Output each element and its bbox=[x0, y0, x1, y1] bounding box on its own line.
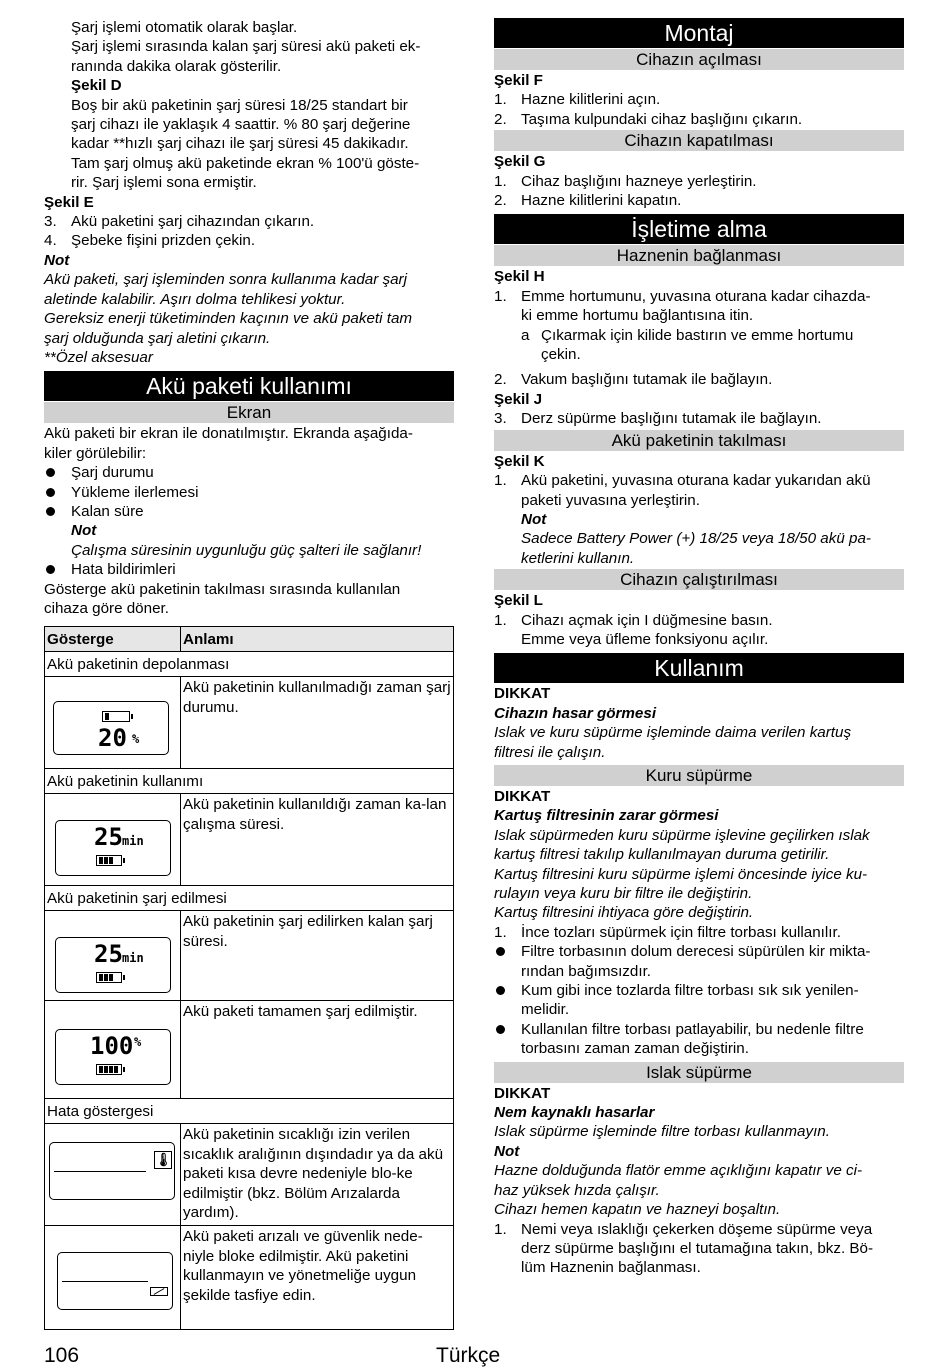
step-text: Akü paketini şarj cihazından çıkarın. bbox=[71, 213, 315, 231]
lcd-unit: % bbox=[134, 1035, 142, 1050]
sub-step-text: Çıkarmak için kilide bastırın ve emme hortumu bbox=[541, 326, 854, 344]
note-label: Not bbox=[521, 510, 547, 528]
step-item bbox=[494, 409, 904, 428]
bullet-dot bbox=[46, 565, 55, 574]
step-text: lüm Haznenin bağlanması. bbox=[521, 1259, 701, 1277]
note-line: şarj olduğunda şarj aletini çıkarın. bbox=[44, 329, 271, 347]
lcd-display bbox=[55, 820, 171, 876]
battery-icon bbox=[96, 972, 122, 983]
step-text: Hazne kilitlerini açın. bbox=[521, 91, 661, 109]
note-line: ketlerini kullanın. bbox=[521, 549, 635, 567]
table-row bbox=[45, 911, 454, 1001]
lcd-unit: % bbox=[132, 732, 140, 747]
intro-line: Şarj işlemi otomatik olarak başlar. bbox=[71, 19, 298, 36]
table-cell: Akü paketinin kullanıldığı zaman ka-lan çalışma süresi. bbox=[181, 794, 454, 886]
table-header-row bbox=[45, 627, 454, 652]
table-section-row bbox=[45, 886, 454, 911]
caution-label: DIKKAT bbox=[494, 787, 551, 805]
figure-ref: Şekil E bbox=[44, 193, 94, 211]
subsection-heading: Kuru süpürme bbox=[494, 765, 904, 786]
caution-line: Islak süpürmeden kuru süpürme işlevine geçilirken ıslak bbox=[494, 826, 870, 844]
step-text: Emme hortumunu, yuvasına oturana kadar cihazda- bbox=[521, 287, 871, 305]
bullet-text: torbasını zaman zaman değiştirin. bbox=[521, 1040, 749, 1058]
step-number: 1. bbox=[494, 91, 507, 109]
sub-step-item bbox=[494, 326, 904, 365]
bullet-item bbox=[44, 560, 454, 579]
figure-ref: Şekil J bbox=[494, 390, 543, 408]
bullet-text: Yükleme ilerlemesi bbox=[71, 483, 199, 501]
battery-icon bbox=[96, 855, 122, 866]
step-number: 2. bbox=[494, 192, 507, 210]
note-label: Not bbox=[44, 251, 70, 269]
caution-line: kartuş filtresi takılıp kullanılmayan duruma getirilir. bbox=[494, 846, 830, 864]
note-line: Cihazı hemen kapatın ve hazneyi boşaltın. bbox=[494, 1201, 781, 1219]
caution-line: Kartuş filtresini kuru süpürme işlemi öncesinde iyice ku- bbox=[494, 865, 868, 883]
caution-label: DIKKAT bbox=[494, 685, 551, 703]
step-text: Şebeke fişini prizden çekin. bbox=[71, 232, 256, 250]
bullet-dot bbox=[46, 468, 55, 477]
lcd-display bbox=[57, 1252, 173, 1310]
bullet-text: Hata bildirimleri bbox=[71, 561, 176, 579]
display-table bbox=[44, 626, 454, 1330]
section-heading: Akü paketi kullanımı bbox=[44, 371, 454, 401]
body-line: kadar **hızlı şarj cihazı ile şarj süresi 45 dakikadır. bbox=[71, 135, 409, 153]
table-row bbox=[45, 1001, 454, 1099]
note-line: Hazne dolduğunda flatör emme açıklığını kapatır ve ci- bbox=[494, 1162, 863, 1180]
table-section-label: Hata göstergesi bbox=[45, 1099, 454, 1124]
table-section-label: Akü paketinin şarj edilmesi bbox=[45, 886, 454, 911]
subsection-heading: Islak süpürme bbox=[494, 1062, 904, 1083]
caution-line: rulayın veya kuru bir filtre ile değiştirin. bbox=[494, 885, 753, 902]
step-number: 1. bbox=[494, 1220, 507, 1238]
table-row bbox=[45, 1226, 454, 1330]
table-cell: Akü paketinin kullanılmadığı zaman şarj durumu. bbox=[181, 677, 454, 769]
display-cell bbox=[45, 1226, 181, 1330]
sub-step-letter: a bbox=[521, 326, 530, 344]
lcd-value: 20 bbox=[98, 724, 127, 753]
body-line: Gösterge akü paketinin takılması sırasında kullanılan bbox=[44, 580, 401, 598]
section-heading: Kullanım bbox=[494, 653, 904, 683]
lcd-display bbox=[53, 701, 169, 755]
bullet-item bbox=[44, 463, 454, 482]
step-text: Akü paketini, yuvasına oturana kadar yukarıdan akü bbox=[521, 472, 871, 490]
step-item bbox=[494, 172, 904, 191]
subsection-heading: Cihazın çalıştırılması bbox=[494, 569, 904, 590]
caution-title: Kartuş filtresinin zarar görmesi bbox=[494, 807, 719, 825]
step-text: Taşıma kulpundaki cihaz başlığını çıkarın. bbox=[521, 110, 803, 128]
bullet-text: Filtre torbasının dolum derecesi süpürülen kir mikta- bbox=[521, 943, 871, 961]
caution-line: Islak ve kuru süpürme işleminde daima verilen kartuş bbox=[494, 724, 852, 742]
lcd-display bbox=[55, 1029, 171, 1085]
step-text: Cihazı açmak için I düğmesine basın. bbox=[521, 611, 773, 629]
bullet-dot bbox=[496, 1025, 505, 1034]
step-number: 2. bbox=[494, 110, 507, 128]
caution-line: Kartuş filtresini ihtiyaca göre değiştirin. bbox=[494, 904, 754, 922]
bullet-text: rından bağımsızdır. bbox=[521, 962, 652, 980]
note-line: **Özel aksesuar bbox=[44, 348, 153, 366]
table-section-row bbox=[45, 1099, 454, 1124]
sub-step-text: çekin. bbox=[541, 346, 581, 364]
step-text: Emme veya üfleme fonksiyonu açılır. bbox=[521, 630, 769, 648]
table-cell: Akü paketinin sıcaklığı izin verilen sıcaklık aralığının dışındadır ya da akü paketi kısa devre nedeniyle blo-ke edilmiştir (bkz. Bölüm Arızalarda yardım). bbox=[181, 1124, 454, 1226]
caution-title: Nem kaynaklı hasarlar bbox=[494, 1104, 655, 1122]
table-section-label: Akü paketinin depolanması bbox=[45, 652, 454, 677]
body-line: rir. Şarj işlemi sona ermiştir. bbox=[71, 174, 257, 192]
subsection-heading: Akü paketinin takılması bbox=[494, 430, 904, 451]
table-header-cell: Anlamı bbox=[181, 627, 454, 652]
body-line: cihaza göre döner. bbox=[44, 599, 169, 617]
body-line: Tam şarj olmuş akü paketinde ekran % 100'ü göste- bbox=[71, 154, 420, 172]
lcd-display bbox=[55, 937, 171, 993]
bullet-text: melidir. bbox=[521, 1001, 570, 1019]
display-cell bbox=[45, 1001, 181, 1099]
table-cell: Akü paketi tamamen şarj edilmiştir. bbox=[181, 1001, 454, 1099]
table-row bbox=[45, 677, 454, 769]
table-section-row bbox=[45, 769, 454, 794]
note-line: Çalışma süresinin uygunluğu güç şalteri ile sağlanır! bbox=[71, 541, 422, 559]
step-number: 3. bbox=[44, 213, 57, 231]
step-text: ki emme hortumu bağlantısına itin. bbox=[521, 307, 754, 325]
step-text: Hazne kilitlerini kapatın. bbox=[521, 192, 682, 210]
figure-ref: Şekil F bbox=[494, 72, 543, 89]
bullet-text: Kullanılan filtre torbası patlayabilir, bu nedenle filtre bbox=[521, 1020, 864, 1038]
step-text: Nemi veya ıslaklığı çekerken döşeme süpürme veya bbox=[521, 1220, 873, 1238]
lcd-display bbox=[49, 1142, 175, 1200]
battery-icon bbox=[102, 711, 130, 722]
step-item bbox=[494, 1220, 904, 1278]
step-item bbox=[494, 923, 904, 942]
bullet-dot bbox=[496, 986, 505, 995]
caution-line: Islak süpürme işleminde filtre torbası kullanmayın. bbox=[494, 1123, 830, 1141]
lcd-value: 100 bbox=[90, 1032, 134, 1061]
display-cell bbox=[45, 677, 181, 769]
step-item bbox=[494, 191, 904, 210]
body-line: Akü paketi bir ekran ile donatılmıştır. Ekranda aşağıda- bbox=[44, 425, 413, 443]
subsection-heading: Ekran bbox=[44, 402, 454, 423]
step-number: 1. bbox=[494, 611, 507, 629]
body-line: kiler görülebilir: bbox=[44, 444, 147, 462]
section-heading: İşletime alma bbox=[494, 214, 904, 244]
intro-block bbox=[44, 18, 454, 193]
figure-ref: Şekil D bbox=[71, 77, 122, 95]
lcd-value: 25 bbox=[94, 823, 123, 852]
caution-title: Cihazın hasar görmesi bbox=[494, 704, 657, 722]
subsection-heading: Haznenin bağlanması bbox=[494, 245, 904, 266]
page-number: 106 bbox=[44, 1344, 80, 1367]
left-column bbox=[44, 18, 454, 1330]
step-number: 1. bbox=[494, 172, 507, 190]
caution-line: filtresi ile çalışın. bbox=[494, 743, 606, 761]
subsection-heading: Cihazın kapatılması bbox=[494, 130, 904, 151]
figure-ref: Şekil G bbox=[494, 153, 546, 171]
section-heading: Montaj bbox=[494, 18, 904, 48]
bullet-item bbox=[44, 502, 454, 521]
bullet-dot bbox=[46, 507, 55, 516]
table-header-cell: Gösterge bbox=[45, 627, 181, 652]
lcd-unit: min bbox=[122, 951, 144, 966]
note-line: Sadece Battery Power (+) 18/25 veya 18/50 akü pa- bbox=[521, 530, 871, 548]
note-line: aletinde kalabilir. Aşırı dolma tehlikesi yoktur. bbox=[44, 290, 346, 308]
note-line: haz yüksek hızda çalışır. bbox=[494, 1181, 660, 1199]
note-label: Not bbox=[494, 1142, 520, 1160]
step-item bbox=[494, 110, 904, 129]
bullet-item bbox=[494, 942, 904, 981]
table-cell: Akü paketinin şarj edilirken kalan şarj süresi. bbox=[181, 911, 454, 1001]
step-text: Derz süpürme başlığını tutamak ile bağlayın. bbox=[521, 410, 822, 428]
body-line: şarj cihazı ile yaklaşık 4 saattir. % 80 şarj değerine bbox=[71, 116, 411, 134]
step-text: İnce tozları süpürmek için filtre torbası kullanılır. bbox=[521, 923, 841, 941]
intro-line: ranında dakika olarak gösterilir. bbox=[71, 57, 282, 75]
caution-label: DIKKAT bbox=[494, 1084, 551, 1102]
bullet-text: Şarj durumu bbox=[71, 464, 154, 482]
table-section-label: Akü paketinin kullanımı bbox=[45, 769, 454, 794]
step-item bbox=[44, 212, 454, 231]
step-number: 2. bbox=[494, 371, 507, 389]
step-number: 1. bbox=[494, 287, 507, 305]
lcd-segment-line bbox=[62, 1281, 148, 1282]
note-label: Not bbox=[71, 522, 97, 540]
table-cell: Akü paketi arızalı ve güvenlik nede-niyle bloke edilmiştir. Akü paketini kullanmayın ve yönetmeliğe uygun şekilde tasfiye edin. bbox=[181, 1226, 454, 1330]
footer-language: Türkçe bbox=[436, 1344, 501, 1367]
note-line: Akü paketi, şarj işleminden sonra kullanıma kadar şarj bbox=[44, 271, 407, 289]
step-item bbox=[494, 471, 904, 568]
step-number: 1. bbox=[494, 923, 507, 941]
bullet-dot bbox=[496, 947, 505, 956]
thermometer-icon: 🌡 bbox=[155, 1152, 172, 1168]
table-row bbox=[45, 1124, 454, 1226]
note-line: Gereksiz enerji tüketiminden kaçının ve akü paketi tam bbox=[44, 310, 413, 328]
lcd-value: 25 bbox=[94, 940, 123, 969]
bullet-item bbox=[494, 981, 904, 1020]
step-item bbox=[494, 370, 904, 389]
body-line: Boş bir akü paketinin şarj süresi 18/25 standart bir bbox=[71, 96, 408, 114]
display-cell bbox=[45, 794, 181, 886]
table-row bbox=[45, 794, 454, 886]
step-text: paketi yuvasına yerleştirin. bbox=[521, 491, 700, 509]
lcd-unit: min bbox=[122, 834, 144, 849]
figure-ref: Şekil K bbox=[494, 452, 545, 470]
battery-icon bbox=[96, 1064, 122, 1075]
bullet-dot bbox=[46, 488, 55, 497]
bullet-text: Kum gibi ince tozlarda filtre torbası sık sık yenilen- bbox=[521, 982, 859, 1000]
display-cell bbox=[45, 1124, 181, 1226]
step-item bbox=[494, 287, 904, 326]
table-section-row bbox=[45, 652, 454, 677]
step-number: 4. bbox=[44, 232, 57, 250]
step-text: derz süpürme başlığını el tutamağına takın, bkz. Bö- bbox=[521, 1239, 874, 1257]
subsection-heading: Cihazın açılması bbox=[494, 49, 904, 70]
step-item bbox=[44, 231, 454, 250]
step-number: 1. bbox=[494, 472, 507, 490]
display-cell bbox=[45, 911, 181, 1001]
figure-ref: Şekil L bbox=[494, 592, 543, 610]
bullet-item bbox=[494, 1020, 904, 1059]
right-column bbox=[494, 18, 904, 1278]
step-text: Cihaz başlığını hazneye yerleştirin. bbox=[521, 172, 757, 190]
lcd-segment-line bbox=[54, 1171, 146, 1172]
step-number: 3. bbox=[494, 410, 507, 428]
step-item bbox=[494, 611, 904, 650]
bullet-item bbox=[44, 483, 454, 502]
figure-ref: Şekil H bbox=[494, 268, 545, 286]
intro-line: Şarj işlemi sırasında kalan şarj süresi akü paketi ek- bbox=[71, 38, 421, 56]
step-item bbox=[494, 90, 904, 109]
step-text: Vakum başlığını tutamak ile bağlayın. bbox=[521, 371, 773, 389]
bullet-text: Kalan süre bbox=[71, 502, 144, 520]
